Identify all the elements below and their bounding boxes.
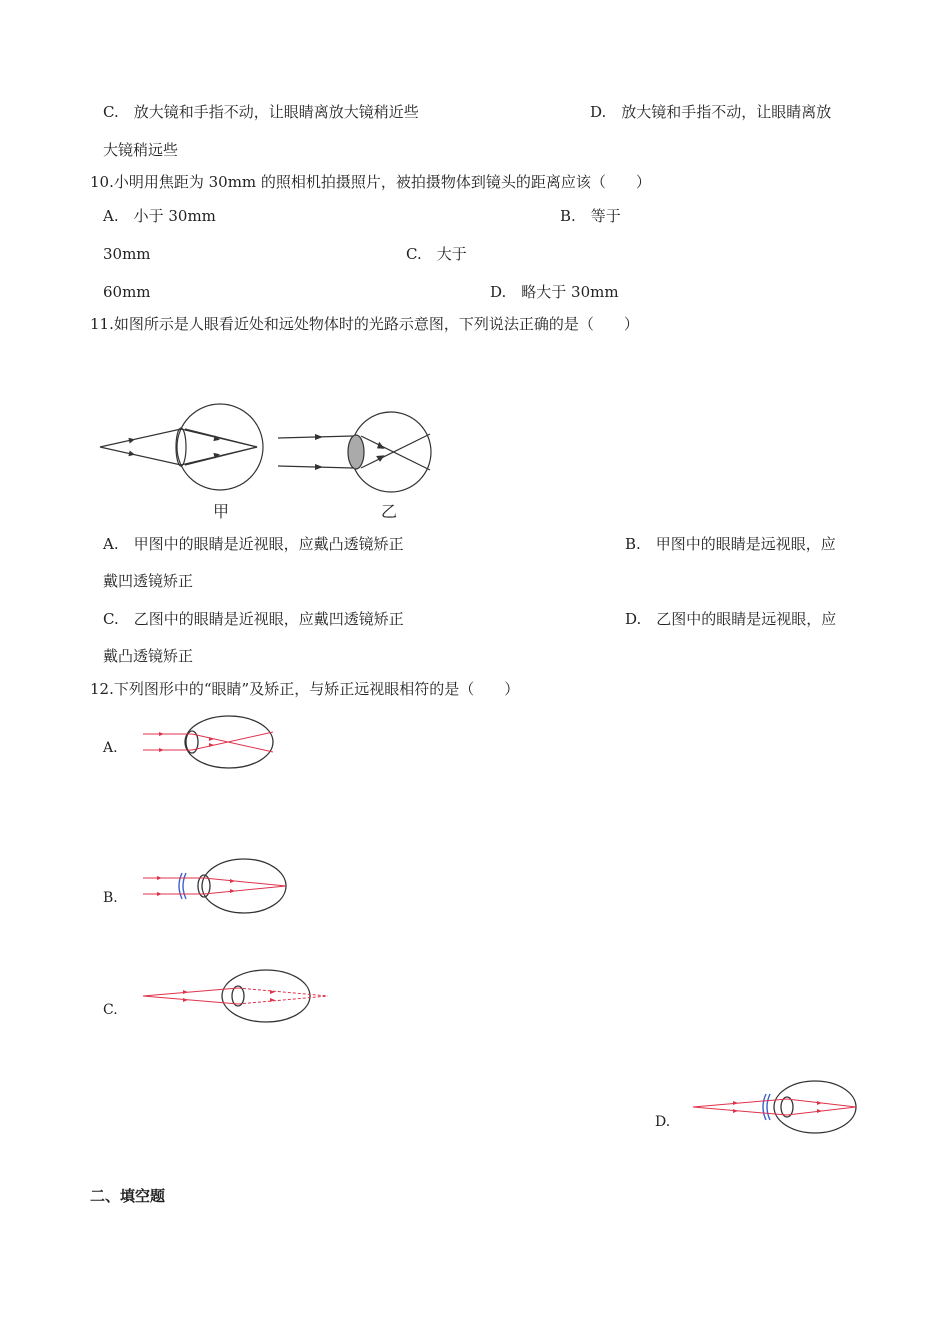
- q12-option-a-figure: [140, 714, 275, 770]
- q12-option-b-figure: [140, 857, 288, 915]
- q10-option-c[interactable]: C. 大于: [406, 245, 467, 263]
- q10-option-b-continued: 30mm: [103, 245, 151, 263]
- q9-option-c[interactable]: C. 放大镜和手指不动，让眼睛离放大镜稍近些: [103, 103, 419, 121]
- q12-option-b[interactable]: B.: [103, 890, 118, 906]
- q11-option-b[interactable]: B. 甲图中的眼睛是远视眼，应: [625, 535, 836, 553]
- fig-label-jia: 甲: [213, 502, 230, 521]
- eye-jia-figure: [100, 404, 263, 490]
- q10-option-a[interactable]: A. 小于 30mm: [103, 207, 216, 225]
- q10-option-b[interactable]: B. 等于: [560, 207, 621, 225]
- q11-stem: 11.如图所示是人眼看近处和远处物体时的光路示意图，下列说法正确的是（ ）: [90, 315, 639, 333]
- q11-option-c[interactable]: C. 乙图中的眼睛是近视眼，应戴凹透镜矫正: [103, 610, 404, 628]
- q12-option-d[interactable]: D.: [655, 1114, 671, 1130]
- q9-option-d-continued: 大镜稍远些: [103, 141, 179, 159]
- q12-option-c-figure: [140, 969, 330, 1025]
- section-heading-fill-blank: 二、填空题: [90, 1187, 166, 1205]
- q11-option-d[interactable]: D. 乙图中的眼睛是远视眼，应: [625, 610, 837, 628]
- q9-option-d[interactable]: D. 放大镜和手指不动，让眼睛离放: [590, 103, 832, 121]
- q12-option-d-figure: [690, 1080, 858, 1136]
- q11-option-b-continued: 戴凹透镜矫正: [103, 572, 194, 590]
- q12-option-c[interactable]: C.: [103, 1002, 118, 1018]
- fig-label-yi: 乙: [381, 502, 398, 521]
- q12-stem: 12.下列图形中的“眼睛”及矫正，与矫正远视眼相符的是（ ）: [90, 680, 520, 698]
- eye-yi-figure: [278, 412, 431, 492]
- q11-option-a[interactable]: A. 甲图中的眼睛是近视眼，应戴凸透镜矫正: [103, 535, 404, 553]
- q10-option-c-continued: 60mm: [103, 283, 151, 301]
- q12-option-a[interactable]: A.: [103, 740, 118, 756]
- q10-stem: 10.小明用焦距为 30mm 的照相机拍摄照片，被拍摄物体到镜头的距离应该（ ）: [90, 173, 651, 191]
- q11-option-d-continued: 戴凸透镜矫正: [103, 647, 194, 665]
- q10-option-d[interactable]: D. 略大于 30mm: [490, 283, 619, 301]
